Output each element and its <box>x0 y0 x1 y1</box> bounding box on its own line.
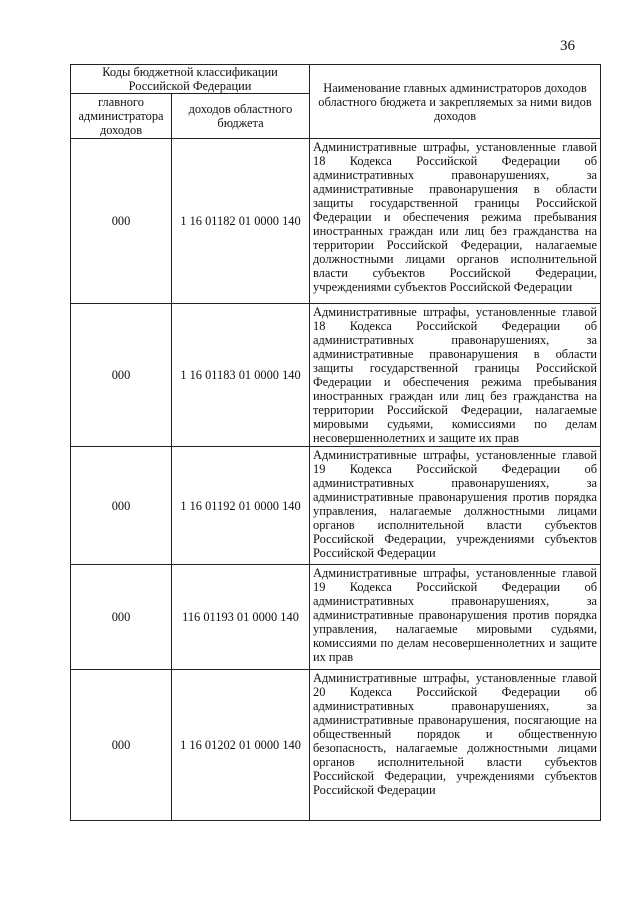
revenue-name-cell: Административные штрафы, установленные главой 18 Кодекса Российской Федерации об административных правонарушениях, за административные правонарушения в области защиты государственной границы Российской Федерации и обеспечения режима пребывания иностранных граждан или лиц без гражданства на территории Российской Федерации, налагаемые должностными лицами органов исполнительной власти субъектов Российской Федерации, учреждениями субъектов Российской Федерации <box>310 139 601 304</box>
revenue-name-cell: Административные штрафы, установленные главой 18 Кодекса Российской Федерации об административных правонарушениях, за административные правонарушения в области защиты государственной границы Российской Федерации и обеспечения режима пребывания иностранных граждан или лиц без гражданства на территории Российской Федерации, налагаемые мировыми судьями, комиссиями по делам несовершеннолетних и защите их прав <box>310 304 601 447</box>
table-header-row <box>71 65 601 94</box>
revenue-name-cell: Административные штрафы, установленные главой 19 Кодекса Российской Федерации об административных правонарушениях, за административные правонарушения против порядка управления, налагаемые должностными лицами органов исполнительной власти субъектов Российской Федерации, учреждениями субъектов Российской Федерации <box>310 447 601 565</box>
budget-code-cell: 1 16 01202 01 0000 140 <box>172 670 310 821</box>
admin-code-cell: 000 <box>71 139 172 304</box>
admin-code-cell: 000 <box>71 304 172 447</box>
page-number: 36 <box>560 38 575 54</box>
admin-code-cell: 000 <box>71 670 172 821</box>
revenue-name-cell: Административные штрафы, установленные главой 20 Кодекса Российской Федерации об административных правонарушениях, за административные правонарушения, посягающие на общественный порядок и общественную безопасность, налагаемые должностными лицами органов исполнительной власти субъектов Российской Федерации, учреждениями субъектов Российской Федерации <box>310 670 601 821</box>
admin-code-header: главного администратора доходов <box>71 94 172 139</box>
codes-group-header: Коды бюджетной классификации Российской Федерации <box>71 65 310 94</box>
table-row <box>71 139 601 304</box>
table-row <box>71 565 601 670</box>
table-row <box>71 304 601 447</box>
table-row <box>71 447 601 565</box>
admin-code-cell: 000 <box>71 447 172 565</box>
budget-classification-table <box>70 64 601 821</box>
budget-code-header: доходов областного бюджета <box>172 94 310 139</box>
admin-code-cell: 000 <box>71 565 172 670</box>
table-row <box>71 670 601 821</box>
budget-code-cell: 1 16 01192 01 0000 140 <box>172 447 310 565</box>
revenue-name-cell: Административные штрафы, установленные главой 19 Кодекса Российской Федерации об административных правонарушениях, за административные правонарушения против порядка управления, налагаемые мировыми судьями, комиссиями по делам несовершеннолетних и защите их прав <box>310 565 601 670</box>
name-column-header: Наименование главных администраторов доходов областного бюджета и закрепляемых за ними видов доходов <box>310 65 601 139</box>
budget-code-cell: 1 16 01183 01 0000 140 <box>172 304 310 447</box>
budget-code-cell: 1 16 01182 01 0000 140 <box>172 139 310 304</box>
budget-code-cell: 116 01193 01 0000 140 <box>172 565 310 670</box>
